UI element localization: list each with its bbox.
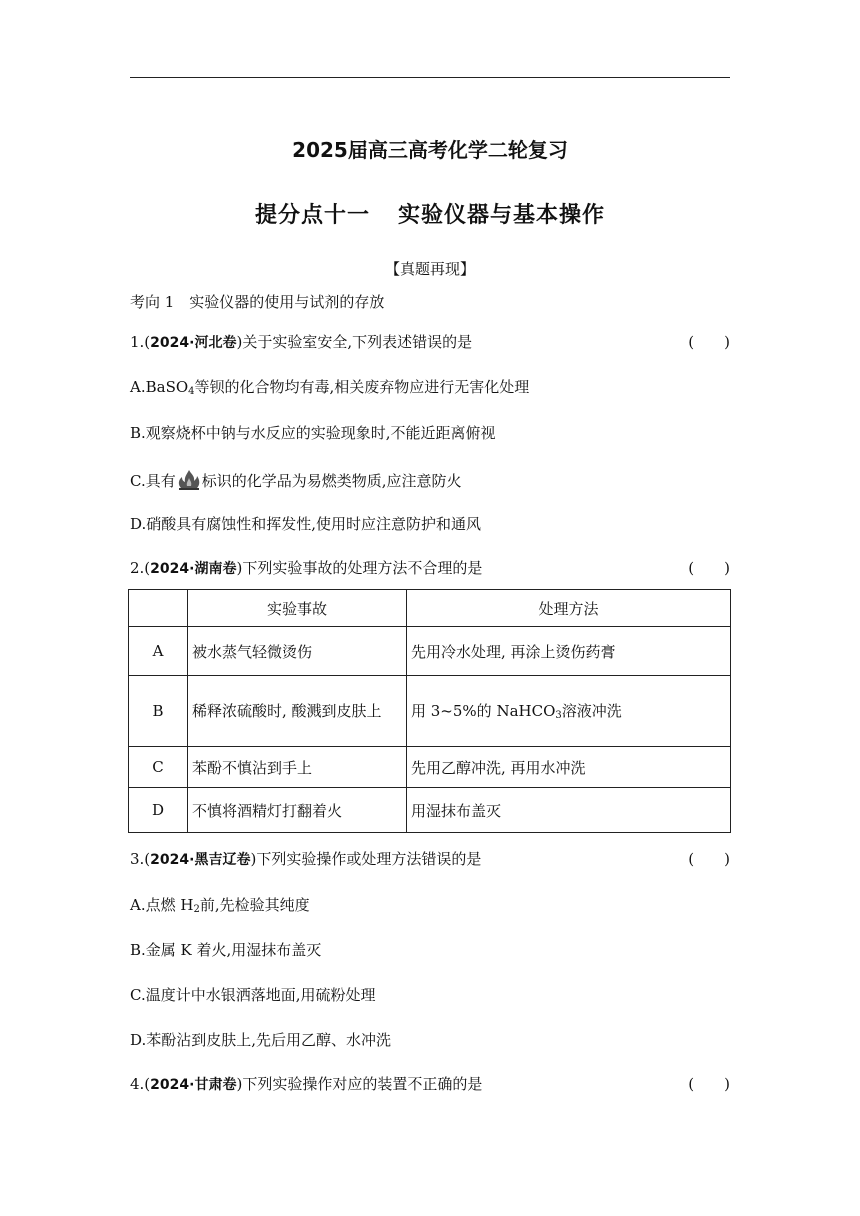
option-b: B.金属 K 着火,用湿抹布盖灭	[130, 941, 322, 959]
question-1	[130, 332, 730, 353]
row-label: B	[129, 676, 188, 747]
option-a: A.BaSO$_4$等钡的化合物均有毒,相关废弃物应进行无害化处理	[130, 378, 530, 397]
question-number: 3.(	[130, 850, 151, 868]
header-rule	[130, 77, 730, 78]
section-heading: 【真题再现】	[384, 260, 475, 278]
table-header-cell	[129, 590, 188, 627]
option-b: B.观察烧杯中钠与水反应的实验现象时,不能近距离俯视	[130, 424, 496, 442]
answer-blank: ( )	[688, 333, 730, 351]
row-method: 用 3~5%的 NaHCO$_3$溶液冲洗	[407, 676, 731, 747]
accident-table	[128, 589, 731, 833]
row-accident: 不慎将酒精灯打翻着火	[188, 788, 407, 833]
question-2	[130, 558, 730, 579]
table-row	[129, 676, 731, 747]
question-stem: )下列实验操作或处理方法错误的是	[250, 850, 482, 868]
row-accident: 苯酚不慎沾到手上	[188, 747, 407, 788]
row-method: 先用冷水处理, 再涂上烫伤药膏	[407, 627, 731, 676]
question-number: 2.(	[130, 559, 151, 577]
answer-blank: ( )	[688, 850, 730, 868]
document-title: 2025届高三高考化学二轮复习	[292, 138, 568, 162]
question-stem: )下列实验事故的处理方法不合理的是	[236, 559, 483, 577]
table-header-cell: 处理方法	[407, 590, 731, 627]
question-source: 2024·河北卷	[150, 335, 237, 351]
question-3	[130, 849, 730, 870]
answer-blank: ( )	[688, 1075, 730, 1093]
question-stem: )下列实验操作对应的装置不正确的是	[236, 1075, 483, 1093]
question-4	[130, 1074, 730, 1095]
row-method: 用湿抹布盖灭	[407, 788, 731, 833]
flammable-icon	[176, 469, 202, 491]
table-row	[129, 627, 731, 676]
question-number: 4.(	[130, 1075, 151, 1093]
option-a: A.点燃 $H_2$前,先检验其纯度	[130, 896, 310, 915]
table-row	[129, 747, 731, 788]
option-d: D.硝酸具有腐蚀性和挥发性,使用时应注意防护和通风	[130, 515, 482, 533]
question-stem: )关于实验室安全,下列表述错误的是	[236, 333, 473, 351]
option-c: C.具有 标识的化学品为易燃类物质,应注意防火	[130, 469, 462, 491]
row-accident: 被水蒸气轻微烫伤	[188, 627, 407, 676]
table-row	[129, 788, 731, 833]
subtitle-topic: 实验仪器与基本操作	[398, 203, 606, 228]
table-header-cell: 实验事故	[188, 590, 407, 627]
row-accident: 稀释浓硫酸时, 酸溅到皮肤上	[188, 676, 407, 747]
row-label: D	[129, 788, 188, 833]
question-source: 2024·黑吉辽卷	[150, 852, 251, 868]
subtitle-point: 提分点十一	[254, 203, 370, 228]
row-label: A	[129, 627, 188, 676]
row-label: C	[129, 747, 188, 788]
option-c: C.温度计中水银洒落地面,用硫粉处理	[130, 986, 376, 1004]
question-source: 2024·湖南卷	[150, 561, 237, 577]
table-header-row	[129, 590, 731, 627]
question-source: 2024·甘肃卷	[150, 1077, 237, 1093]
document-subtitle	[0, 198, 860, 229]
answer-blank: ( )	[688, 559, 730, 577]
topic-heading: 考向 1 实验仪器的使用与试剂的存放	[130, 293, 385, 311]
option-d: D.苯酚沾到皮肤上,先后用乙醇、水冲洗	[130, 1031, 392, 1049]
question-number: 1.(	[130, 333, 151, 351]
row-method: 先用乙醇冲洗, 再用水冲洗	[407, 747, 731, 788]
